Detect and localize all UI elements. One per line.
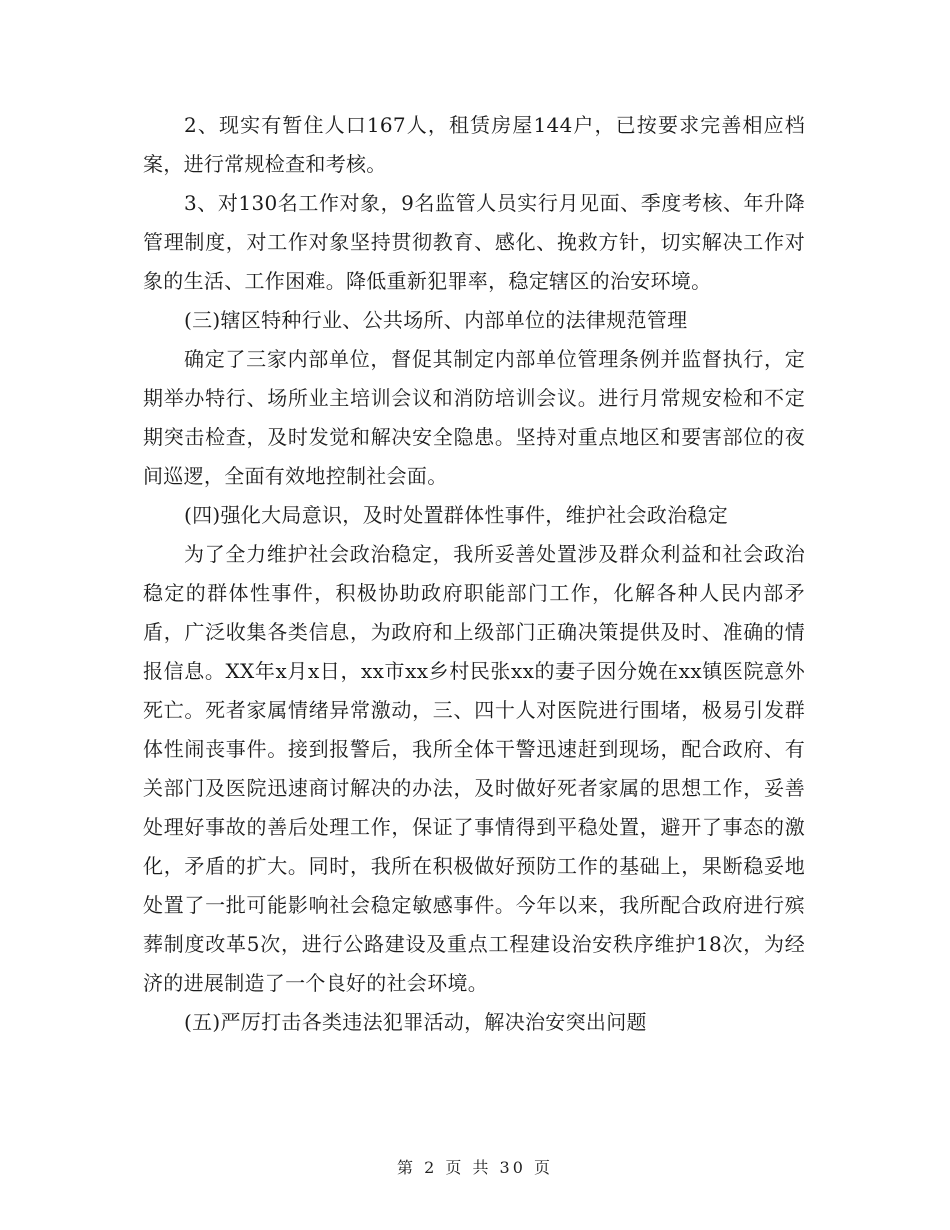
document-body [143, 106, 805, 1042]
paragraph-work-subjects: 3、对130名工作对象，9名监管人员实行月见面、季度考核、年升降管理制度，对工作对象坚持贯彻教育、感化、挽救方针，切实解决工作对象的生活、工作困难。降低重新犯罪率，稳定辖区的治安环境。 [143, 191, 805, 293]
paragraph-political-stability: 为了全力维护社会政治稳定，我所妥善处置涉及群众利益和社会政治稳定的群体性事件，积极协助政府职能部门工作，化解各种人民内部矛盾，广泛收集各类信息，为政府和上级部门正确决策提供及时、准确的情报信息。XX年x月x日，xx市xx乡村民张xx的妻子因分娩在xx镇医院意外死亡。死者家属情绪异常激动，三、四十人对医院进行围堵，极易引发群体性闹丧事件。接到报警后，我所全体干警迅速赶到现场，配合政府、有关部门及医院迅速商讨解决的办法，及时做好死者家属的思想工作，妥善处理好事故的善后处理工作，保证了事情得到平稳处置，避开了事态的激化，矛盾的扩大。同时，我所在积极做好预防工作的基础上，果断稳妥地处置了一批可能影响社会稳定敏感事件。今年以来，我所配合政府进行殡葬制度改革5次，进行公路建设及重点工程建设治安秩序维护18次，为经济的进展制造了一个良好的社会环境。 [143, 542, 805, 995]
page-number-footer: 第 2 页 共 30 页 [397, 1158, 553, 1177]
paragraph-temporary-population: 2、现实有暂住人口167人，租赁房屋144户，已按要求完善相应档案，进行常规检查和考核。 [143, 113, 805, 176]
section-heading-mass-incidents: (四)强化大局意识，及时处置群体性事件，维护社会政治稳定 [184, 503, 729, 527]
paragraph-internal-units: 确定了三家内部单位，督促其制定内部单位管理条例并监督执行，定期举办特行、场所业主培训会议和消防培训会议。进行月常规安检和不定期突击检查，及时发觉和解决安全隐患。坚持对重点地区和要害部位的夜间巡逻，全面有效地控制社会面。 [143, 347, 805, 488]
section-heading-crime-crackdown: (五)严厉打击各类违法犯罪活动，解决治安突出问题 [184, 1010, 647, 1034]
section-heading-special-industries: (三)辖区特种行业、公共场所、内部单位的法律规范管理 [184, 308, 688, 332]
